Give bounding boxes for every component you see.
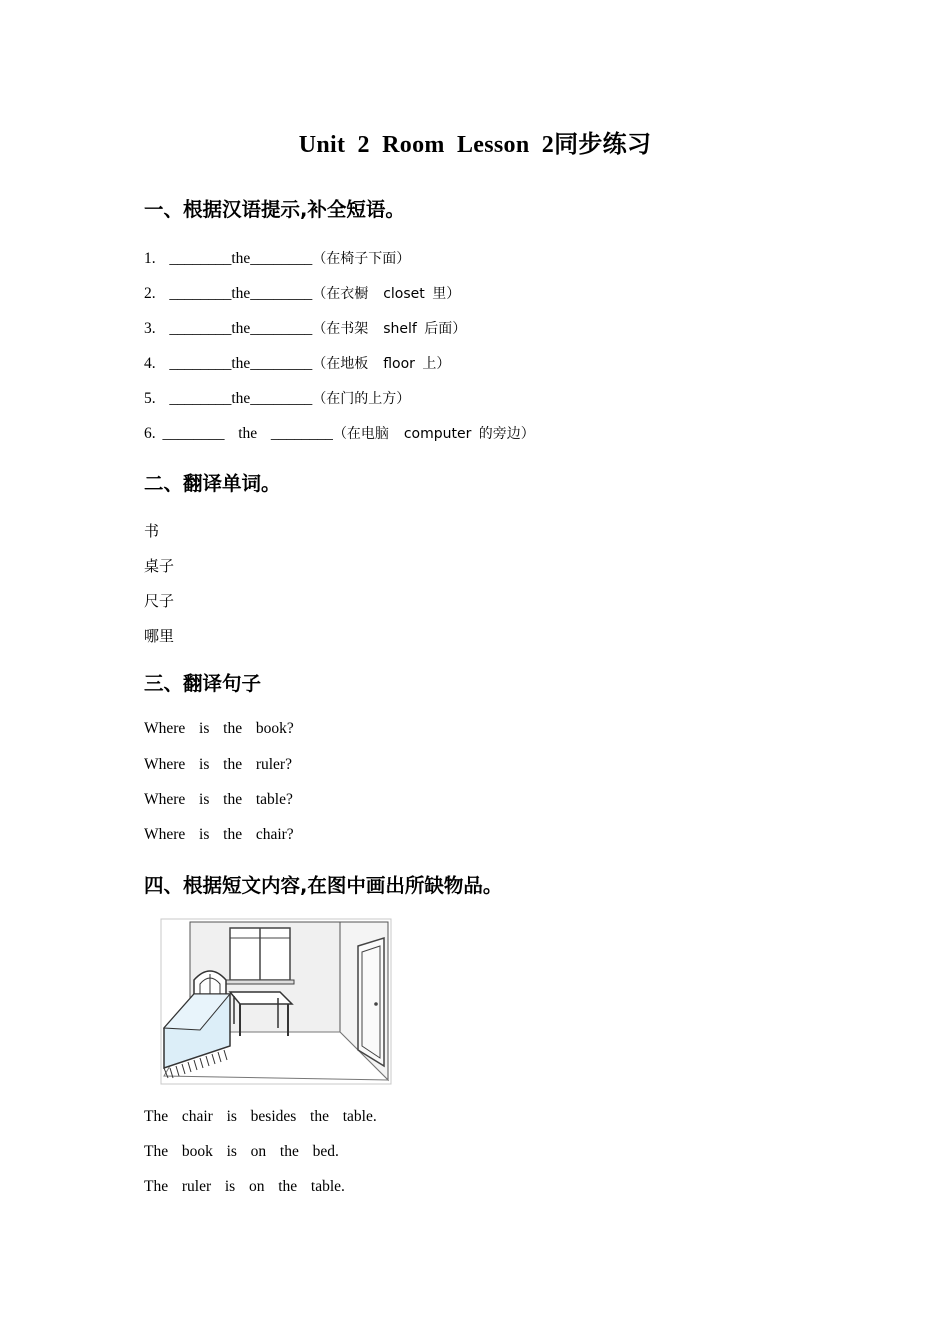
word-item: 哪里 xyxy=(144,627,175,645)
section-3-heading: 三、翻译句子 xyxy=(144,672,262,695)
phrase-hint: （在椅子下面） xyxy=(312,251,411,267)
page-title: Unit 2 Room Lesson 2同步练习 xyxy=(298,132,652,158)
section-4-heading: 四、根据短文内容,在图中画出所缺物品。 xyxy=(144,874,503,897)
phrase-item xyxy=(144,283,460,303)
phrase-blank: 5. ________the________ xyxy=(144,390,313,407)
phrase-blank: 4. ________the________ xyxy=(144,355,313,372)
sentence-item: Where is the table? xyxy=(144,791,293,808)
word-item: 桌子 xyxy=(144,557,175,575)
sentence-item: Where is the book? xyxy=(144,720,294,737)
phrase-blank: 6. ________ the ________ xyxy=(144,425,333,442)
word-item: 书 xyxy=(144,522,160,540)
phrase-item xyxy=(144,353,450,373)
phrase-hint: （在书架 shelf 后面） xyxy=(312,321,467,337)
phrase-blank: 3. ________the________ xyxy=(144,320,313,337)
phrase-hint: （在电脑 computer 的旁边） xyxy=(332,426,535,442)
phrase-item xyxy=(144,248,410,268)
description-item: The ruler is on the table. xyxy=(144,1178,345,1195)
sentence-item: Where is the ruler? xyxy=(144,756,292,773)
section-2-heading: 二、翻译单词。 xyxy=(144,472,281,495)
phrase-item xyxy=(144,388,410,408)
phrase-hint: （在地板 floor 上） xyxy=(312,356,451,372)
phrase-hint: （在门的上方） xyxy=(312,391,411,407)
phrase-blank: 1. ________the________ xyxy=(144,250,313,267)
phrase-item xyxy=(144,423,535,443)
section-1-heading: 一、根据汉语提示,补全短语。 xyxy=(144,198,405,221)
phrase-item xyxy=(144,318,466,338)
bedroom-illustration xyxy=(160,918,392,1085)
description-item: The book is on the bed. xyxy=(144,1143,339,1160)
description-item: The chair is besides the table. xyxy=(144,1108,377,1125)
sentence-item: Where is the chair? xyxy=(144,826,294,843)
word-item: 尺子 xyxy=(144,592,175,610)
phrase-blank: 2. ________the________ xyxy=(144,285,313,302)
phrase-hint: （在衣橱 closet 里） xyxy=(312,286,461,302)
